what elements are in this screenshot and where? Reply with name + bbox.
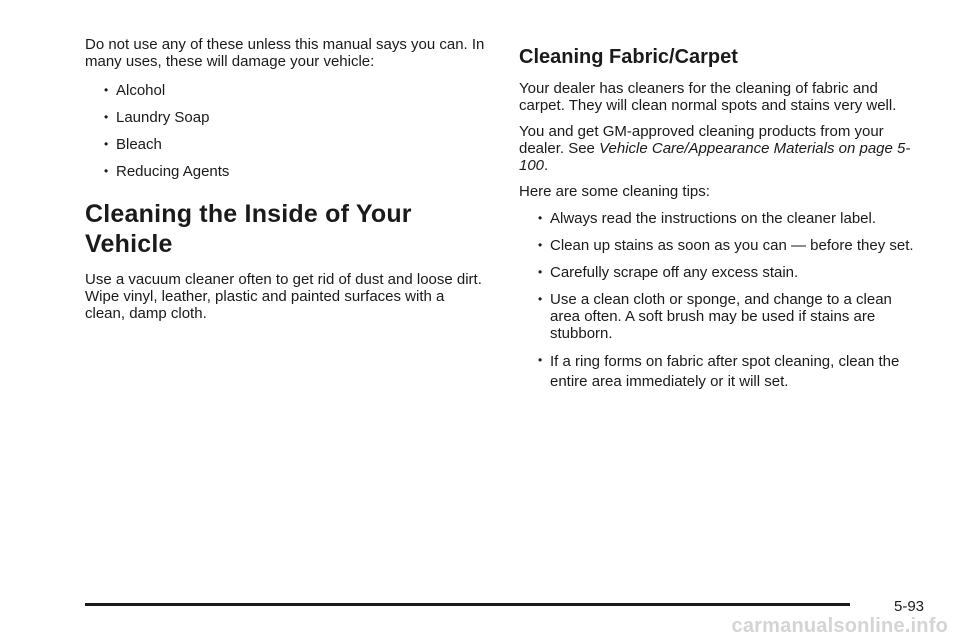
list-item: • Alcohol <box>104 82 166 99</box>
bullet-icon: • <box>538 353 543 367</box>
tips-list <box>519 210 924 392</box>
list-item: • If a ring forms on fabric after spot cleaning, clean the entire area immediately or it will set. <box>538 353 900 390</box>
inside-paragraph: Use a vacuum cleaner often to get rid of dust and loose dirt. Wipe vinyl, leather, plastic and painted surfaces with a clean, damp cloth. <box>85 271 482 322</box>
bullet-icon: • <box>538 238 543 252</box>
intro-paragraph: Do not use any of these unless this manual says you can. In many uses, these will damage your vehicle: <box>85 36 485 70</box>
right-column <box>519 44 924 392</box>
page-number: 5-93 <box>894 598 925 615</box>
left-column <box>85 36 485 322</box>
list-item: • Laundry Soap <box>104 109 210 126</box>
list-item: • Bleach <box>104 136 162 153</box>
page-reference: Vehicle Care/Appearance Materials on page 5-100 <box>519 140 911 174</box>
bullet-icon: • <box>104 137 109 151</box>
tips-intro: Here are some cleaning tips: <box>519 183 710 200</box>
avoid-list <box>85 82 485 180</box>
bullet-icon: • <box>104 110 109 124</box>
watermark-logo: carmanualsonline.info <box>731 615 948 637</box>
bullet-icon: • <box>104 83 109 97</box>
bullet-icon: • <box>538 211 543 225</box>
bullet-icon: • <box>538 292 543 306</box>
list-item: • Use a clean cloth or sponge, and change to a clean area often. A soft brush may be used if stains are stubborn. <box>538 291 892 342</box>
section-heading-inside: Cleaning the Inside of Your Vehicle <box>85 200 412 258</box>
footer-rule <box>85 603 850 606</box>
list-item: • Carefully scrape off any excess stain. <box>538 264 799 281</box>
list-item: • Reducing Agents <box>104 163 230 180</box>
fabric-paragraph-2: You and get GM-approved cleaning products from your dealer. See Vehicle Care/Appearance Materials on page 5-100. <box>519 123 911 174</box>
bullet-icon: • <box>538 265 543 279</box>
bullet-icon: • <box>104 164 109 178</box>
fabric-paragraph-1: Your dealer has cleaners for the cleaning of fabric and carpet. They will clean normal spots and stains very well. <box>519 80 897 114</box>
list-item: • Clean up stains as soon as you can — before they set. <box>538 237 914 254</box>
section-heading-fabric: Cleaning Fabric/Carpet <box>519 46 738 68</box>
list-item: • Always read the instructions on the cleaner label. <box>538 210 877 227</box>
